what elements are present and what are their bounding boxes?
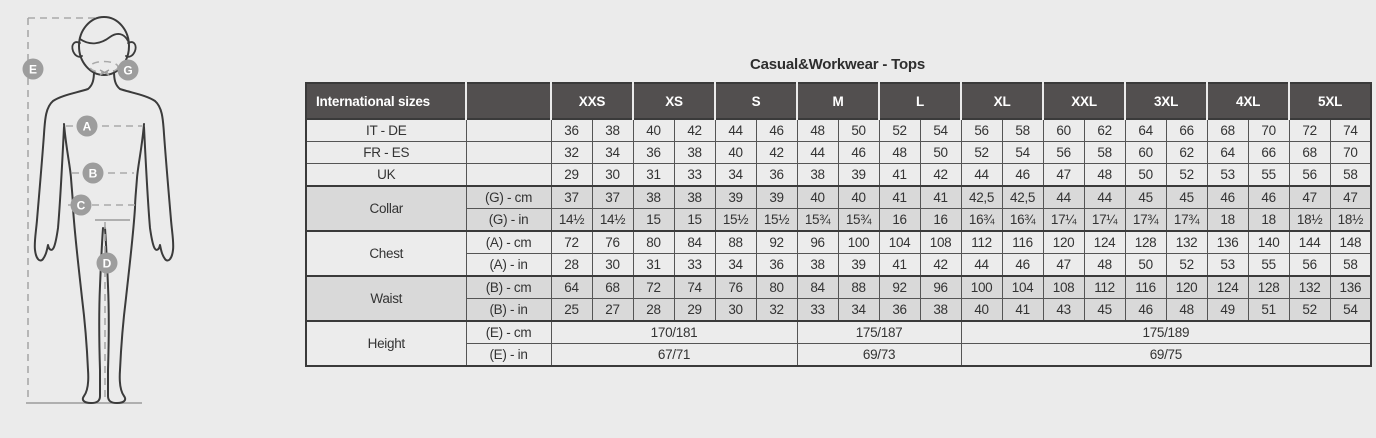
value-cell: 64	[1207, 142, 1248, 164]
value-cell: 40	[797, 186, 838, 209]
value-cell: 120	[1166, 276, 1207, 299]
value-cell: 41	[920, 186, 961, 209]
value-cell: 68	[1289, 142, 1330, 164]
value-cell: 104	[879, 231, 920, 254]
value-span-cell: 175/189	[961, 321, 1371, 344]
value-cell: 38	[674, 142, 715, 164]
value-cell: 38	[797, 254, 838, 277]
value-cell: 128	[1248, 276, 1289, 299]
value-cell: 42	[920, 254, 961, 277]
value-cell: 116	[1125, 276, 1166, 299]
value-cell: 36	[879, 299, 920, 322]
size-column-header: XXL	[1043, 83, 1125, 119]
value-cell: 108	[1043, 276, 1084, 299]
measure-label	[466, 164, 551, 187]
value-cell: 48	[1166, 299, 1207, 322]
value-cell: 34	[592, 142, 633, 164]
measurement-badge-letter: A	[82, 119, 92, 134]
value-cell: 14½	[592, 209, 633, 232]
measurement-badge-letter: E	[28, 62, 38, 77]
value-cell: 46	[838, 142, 879, 164]
value-cell: 34	[715, 254, 756, 277]
value-cell: 50	[920, 142, 961, 164]
value-cell: 66	[1248, 142, 1289, 164]
value-cell: 33	[797, 299, 838, 322]
value-cell: 58	[1330, 254, 1371, 277]
value-cell: 36	[551, 119, 592, 142]
size-column-header: S	[715, 83, 797, 119]
table-row	[306, 231, 1371, 254]
value-cell: 100	[838, 231, 879, 254]
value-cell: 56	[961, 119, 1002, 142]
value-cell: 58	[1084, 142, 1125, 164]
value-cell: 44	[1084, 186, 1125, 209]
value-cell: 40	[633, 119, 674, 142]
value-cell: 15	[674, 209, 715, 232]
value-cell: 108	[920, 231, 961, 254]
measure-label	[466, 142, 551, 164]
value-span-cell: 175/187	[797, 321, 961, 344]
value-cell: 41	[879, 186, 920, 209]
value-cell: 48	[1084, 164, 1125, 187]
value-cell: 56	[1289, 164, 1330, 187]
value-cell: 49	[1207, 299, 1248, 322]
value-cell: 29	[551, 164, 592, 187]
value-cell: 30	[592, 164, 633, 187]
value-cell: 42	[674, 119, 715, 142]
measure-label: (B) - in	[466, 299, 551, 322]
value-cell: 84	[674, 231, 715, 254]
value-cell: 33	[674, 254, 715, 277]
value-cell: 17¼	[1043, 209, 1084, 232]
value-cell: 48	[797, 119, 838, 142]
measurement-dash-lines	[66, 62, 142, 401]
table-row	[306, 142, 1371, 164]
value-cell: 18½	[1330, 209, 1371, 232]
value-cell: 41	[879, 164, 920, 187]
value-cell: 116	[1002, 231, 1043, 254]
value-cell: 36	[756, 164, 797, 187]
value-span-cell: 170/181	[551, 321, 797, 344]
measure-label: (G) - cm	[466, 186, 551, 209]
value-cell: 46	[1207, 186, 1248, 209]
value-cell: 62	[1084, 119, 1125, 142]
value-cell: 42,5	[1002, 186, 1043, 209]
value-cell: 54	[1330, 299, 1371, 322]
value-cell: 112	[961, 231, 1002, 254]
value-cell: 34	[838, 299, 879, 322]
table-row	[306, 209, 1371, 232]
value-cell: 56	[1043, 142, 1084, 164]
value-cell: 47	[1289, 186, 1330, 209]
value-cell: 112	[1084, 276, 1125, 299]
value-cell: 84	[797, 276, 838, 299]
value-cell: 42	[756, 142, 797, 164]
value-cell: 140	[1248, 231, 1289, 254]
value-cell: 44	[961, 164, 1002, 187]
value-cell: 132	[1289, 276, 1330, 299]
value-cell: 38	[592, 119, 633, 142]
value-cell: 39	[838, 254, 879, 277]
size-column-header: XXS	[551, 83, 633, 119]
value-cell: 96	[920, 276, 961, 299]
chart-title: Casual&Workwear - Tops	[749, 56, 926, 73]
value-cell: 30	[592, 254, 633, 277]
value-cell: 32	[756, 299, 797, 322]
body-diagram	[0, 0, 220, 438]
value-cell: 25	[551, 299, 592, 322]
measure-label: (B) - cm	[466, 276, 551, 299]
value-cell: 41	[1002, 299, 1043, 322]
value-cell: 39	[756, 186, 797, 209]
value-cell: 17¾	[1166, 209, 1207, 232]
value-cell: 36	[756, 254, 797, 277]
value-cell: 55	[1248, 254, 1289, 277]
value-cell: 48	[1084, 254, 1125, 277]
value-cell: 48	[879, 142, 920, 164]
row-label: Waist	[306, 276, 466, 321]
value-cell: 41	[879, 254, 920, 277]
value-cell: 96	[797, 231, 838, 254]
value-cell: 54	[1002, 142, 1043, 164]
value-cell: 74	[674, 276, 715, 299]
value-cell: 52	[879, 119, 920, 142]
value-cell: 40	[715, 142, 756, 164]
value-cell: 88	[715, 231, 756, 254]
value-cell: 120	[1043, 231, 1084, 254]
value-cell: 38	[633, 186, 674, 209]
value-cell: 88	[838, 276, 879, 299]
value-cell: 51	[1248, 299, 1289, 322]
value-cell: 72	[1289, 119, 1330, 142]
value-cell: 46	[1002, 254, 1043, 277]
value-cell: 36	[633, 142, 674, 164]
size-column-header: M	[797, 83, 879, 119]
size-column-header: L	[879, 83, 961, 119]
value-cell: 43	[1043, 299, 1084, 322]
value-cell: 31	[633, 164, 674, 187]
value-cell: 50	[838, 119, 879, 142]
value-cell: 30	[715, 299, 756, 322]
measurement-badge-letter: C	[76, 198, 86, 213]
value-cell: 124	[1207, 276, 1248, 299]
row-label: IT - DE	[306, 119, 466, 142]
value-cell: 72	[633, 276, 674, 299]
value-cell: 47	[1330, 186, 1371, 209]
value-cell: 50	[1125, 254, 1166, 277]
measure-label: (A) - cm	[466, 231, 551, 254]
size-chart	[305, 52, 1370, 367]
value-cell: 28	[551, 254, 592, 277]
row-label: Height	[306, 321, 466, 366]
value-cell: 15¾	[838, 209, 879, 232]
value-cell: 15½	[756, 209, 797, 232]
collar-measure-line	[90, 62, 118, 73]
value-cell: 52	[961, 142, 1002, 164]
value-cell: 80	[756, 276, 797, 299]
value-cell: 58	[1330, 164, 1371, 187]
value-cell: 37	[592, 186, 633, 209]
value-cell: 50	[1125, 164, 1166, 187]
measurement-badge-letter: B	[88, 166, 98, 181]
value-cell: 45	[1084, 299, 1125, 322]
value-cell: 60	[1043, 119, 1084, 142]
value-cell: 16¾	[1002, 209, 1043, 232]
value-span-cell: 67/71	[551, 344, 797, 367]
table-row	[306, 299, 1371, 322]
value-cell: 29	[674, 299, 715, 322]
value-cell: 76	[592, 231, 633, 254]
body-outline	[35, 17, 174, 403]
value-cell: 18	[1207, 209, 1248, 232]
value-cell: 53	[1207, 254, 1248, 277]
table-row	[306, 254, 1371, 277]
value-cell: 64	[1125, 119, 1166, 142]
value-cell: 27	[592, 299, 633, 322]
size-column-header: 5XL	[1289, 83, 1371, 119]
measurement-badge-letter: D	[102, 256, 112, 271]
value-cell: 42	[920, 164, 961, 187]
value-cell: 92	[879, 276, 920, 299]
value-cell: 136	[1330, 276, 1371, 299]
value-cell: 52	[1289, 299, 1330, 322]
measure-label: (G) - in	[466, 209, 551, 232]
size-table	[305, 82, 1372, 367]
row-label: Chest	[306, 231, 466, 276]
value-cell: 54	[920, 119, 961, 142]
value-cell: 72	[551, 231, 592, 254]
table-row	[306, 164, 1371, 187]
row-label: FR - ES	[306, 142, 466, 164]
value-cell: 55	[1248, 164, 1289, 187]
value-cell: 42,5	[961, 186, 1002, 209]
value-cell: 104	[1002, 276, 1043, 299]
value-cell: 56	[1289, 254, 1330, 277]
value-cell: 16¾	[961, 209, 1002, 232]
value-cell: 15¾	[797, 209, 838, 232]
value-cell: 31	[633, 254, 674, 277]
measurement-badge-letter: G	[123, 63, 133, 78]
value-cell: 144	[1289, 231, 1330, 254]
value-cell: 45	[1166, 186, 1207, 209]
measure-label: (E) - in	[466, 344, 551, 367]
value-cell: 18½	[1289, 209, 1330, 232]
value-cell: 124	[1084, 231, 1125, 254]
table-row	[306, 344, 1371, 367]
value-cell: 62	[1166, 142, 1207, 164]
measure-label: (E) - cm	[466, 321, 551, 344]
value-cell: 32	[551, 142, 592, 164]
value-cell: 80	[633, 231, 674, 254]
row-label: UK	[306, 164, 466, 187]
value-cell: 46	[1248, 186, 1289, 209]
size-column-header: 4XL	[1207, 83, 1289, 119]
table-row	[306, 119, 1371, 142]
value-cell: 40	[838, 186, 879, 209]
value-cell: 47	[1043, 164, 1084, 187]
value-cell: 92	[756, 231, 797, 254]
corner-header: International sizes	[306, 83, 466, 119]
value-cell: 44	[1043, 186, 1084, 209]
value-cell: 76	[715, 276, 756, 299]
value-cell: 68	[592, 276, 633, 299]
size-column-header: XL	[961, 83, 1043, 119]
corner-spacer	[466, 83, 551, 119]
value-cell: 148	[1330, 231, 1371, 254]
value-cell: 28	[633, 299, 674, 322]
value-cell: 64	[551, 276, 592, 299]
value-cell: 53	[1207, 164, 1248, 187]
measure-label	[466, 119, 551, 142]
value-cell: 38	[797, 164, 838, 187]
value-cell: 68	[1207, 119, 1248, 142]
row-label: Collar	[306, 186, 466, 231]
value-cell: 40	[961, 299, 1002, 322]
value-cell: 52	[1166, 254, 1207, 277]
value-cell: 46	[1002, 164, 1043, 187]
value-cell: 46	[1125, 299, 1166, 322]
value-cell: 70	[1248, 119, 1289, 142]
value-cell: 70	[1330, 142, 1371, 164]
value-span-cell: 69/73	[797, 344, 961, 367]
value-cell: 44	[797, 142, 838, 164]
value-cell: 46	[756, 119, 797, 142]
value-cell: 47	[1043, 254, 1084, 277]
measure-label: (A) - in	[466, 254, 551, 277]
value-cell: 44	[715, 119, 756, 142]
value-cell: 15½	[715, 209, 756, 232]
value-cell: 39	[715, 186, 756, 209]
size-column-header: XS	[633, 83, 715, 119]
value-cell: 128	[1125, 231, 1166, 254]
table-row	[306, 276, 1371, 299]
value-cell: 66	[1166, 119, 1207, 142]
value-cell: 16	[920, 209, 961, 232]
value-cell: 37	[551, 186, 592, 209]
value-cell: 18	[1248, 209, 1289, 232]
value-cell: 14½	[551, 209, 592, 232]
value-cell: 38	[674, 186, 715, 209]
value-cell: 60	[1125, 142, 1166, 164]
value-cell: 38	[920, 299, 961, 322]
value-cell: 74	[1330, 119, 1371, 142]
size-column-header: 3XL	[1125, 83, 1207, 119]
value-span-cell: 69/75	[961, 344, 1371, 367]
value-cell: 136	[1207, 231, 1248, 254]
value-cell: 33	[674, 164, 715, 187]
value-cell: 52	[1166, 164, 1207, 187]
value-cell: 132	[1166, 231, 1207, 254]
value-cell: 45	[1125, 186, 1166, 209]
value-cell: 17¾	[1125, 209, 1166, 232]
value-cell: 15	[633, 209, 674, 232]
value-cell: 17¼	[1084, 209, 1125, 232]
value-cell: 58	[1002, 119, 1043, 142]
table-row	[306, 321, 1371, 344]
value-cell: 34	[715, 164, 756, 187]
value-cell: 44	[961, 254, 1002, 277]
table-row	[306, 186, 1371, 209]
value-cell: 100	[961, 276, 1002, 299]
value-cell: 16	[879, 209, 920, 232]
value-cell: 39	[838, 164, 879, 187]
